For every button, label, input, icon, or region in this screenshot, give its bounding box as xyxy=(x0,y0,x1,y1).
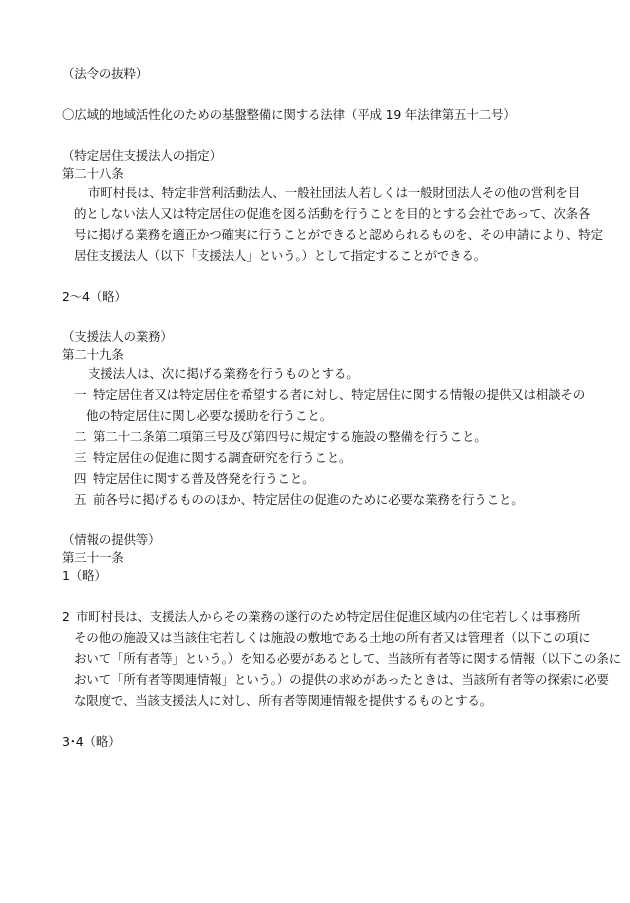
para2-line: な限度で、当該支援法人に対し、所有者等関連情報を提供するものとする。 xyxy=(74,693,492,708)
item-number: 三 xyxy=(74,450,87,465)
item-text: 特定居住の促進に関する調査研究を行うこと。 xyxy=(93,450,352,465)
sec1-line: 市町村長は、特定非営利活動法人、一般社団法人若しくは一般財団法人その他の営利を目 xyxy=(88,185,581,200)
para2-line: その他の施設又は当該住宅若しくは施設の敷地である土地の所有者又は管理者（以下この項に xyxy=(74,630,591,645)
sec3-para1: 1（略） xyxy=(62,568,107,583)
item-number: 五 xyxy=(74,492,87,507)
para2-line: おいて「所有者等」という。）を知る必要があるとして、当該所有者等に関する情報（以下この条に xyxy=(74,651,622,666)
law-title: 〇広域的地域活性化のための基盤整備に関する法律（平成 19 年法律第五十二号） xyxy=(62,107,516,122)
sec1-line: 号に掲げる業務を適正かつ確実に行うことができると認められるものを、その申請により、特定 xyxy=(74,227,603,242)
sec1-article: 第二十八条 xyxy=(62,166,124,181)
item-text: 前各号に掲げるもののほか、特定居住の促進のために必要な業務を行うこと。 xyxy=(93,492,524,507)
paragraph-number: 2 xyxy=(62,609,70,624)
sec1-line: 的としない法人又は特定居住の促進を図る活動を行うことを目的とする会社であって、次条各 xyxy=(74,206,591,221)
sec3-heading: （情報の提供等） xyxy=(62,532,161,547)
excerpt-label: （法令の抜粋） xyxy=(62,66,149,81)
item-text: 特定居住に関する普及啓発を行うこと。 xyxy=(93,471,315,486)
item-text: 特定居住者又は特定居住を希望する者に対し、特定居住に関する情報の提供又は相談その xyxy=(93,387,586,402)
sec1-heading: （特定居住支援法人の指定） xyxy=(62,148,222,163)
sec3-omitted: 3･4（略） xyxy=(62,734,121,749)
item-text: 他の特定居住に関し必要な援助を行うこと。 xyxy=(86,408,333,423)
item-number: 四 xyxy=(74,471,87,486)
sec2-heading: （支援法人の業務） xyxy=(62,329,173,344)
sec3-article: 第三十一条 xyxy=(62,550,124,565)
item-number: 二 xyxy=(74,429,87,444)
sec1-omitted: 2～4（略） xyxy=(62,289,127,304)
para2-line: 市町村長は、支援法人からその業務の遂行のため特定居住促進区域内の住宅若しくは事務所 xyxy=(76,609,581,624)
item-text: 第二十二条第二項第三号及び第四号に規定する施設の整備を行うこと。 xyxy=(93,429,487,444)
para2-line: おいて「所有者等関連情報」という。）の提供の求めがあったときは、当該所有者等の探索に必要 xyxy=(74,672,609,687)
sec2-intro: 支援法人は、次に掲げる業務を行うものとする。 xyxy=(88,366,359,381)
sec2-article: 第二十九条 xyxy=(62,347,124,362)
item-number: 一 xyxy=(74,387,87,402)
sec1-line: 居住支援法人（以下「支援法人」という。）として指定することができる。 xyxy=(74,248,486,263)
